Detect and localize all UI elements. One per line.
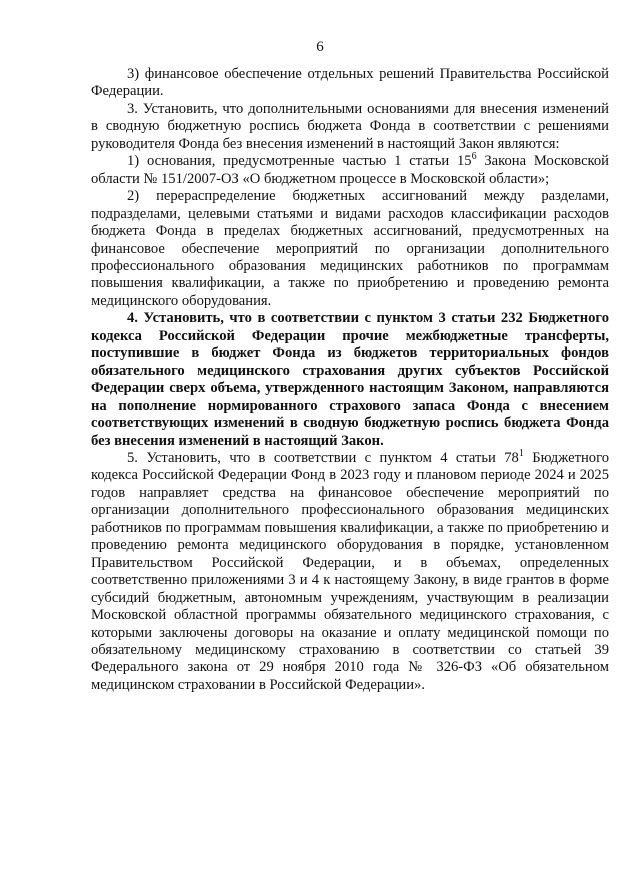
paragraph-text-part: 1) основания, предусмотренные частью 1 статьи 15 xyxy=(127,153,472,170)
paragraph-item-2-reallocation: 2) перераспределение бюджетных ассигнований между разделами, подразделами, целевыми статьями и видами расходов классификации расходов бюджета Фонда в пределах бюджетных ассигнований, предусмотренных на финансовое обеспечение мероприятий по организации дополнительного профессионального образования медицинских работников по программам повышения квалификации, а также по приобретению и проведению ремонта медицинского оборудования. xyxy=(91,188,609,309)
paragraph-text-part: 5. Установить, что в соответствии с пунктом 4 статьи 78 xyxy=(127,449,519,466)
paragraph-text-part: Бюджетного кодекса Российской Федерации Фонд в 2023 году и плановом периоде 2024 и 2025 годов направляет средства на финансовое обеспечение мероприятий по организации дополнительного профессионального образования медицинских работников по программам повышения квалификации, а также по приобретению и проведению ремонта медицинского оборудования в порядке, установленном Правительством Российской Федерации, и в объемах, определенных соответственно приложениями 3 и 4 к настоящему Закону, в виде грантов в форме субсидий бюджетным, автономным учреждениям, участвующим в реализации Московской областной программы обязательного медицинского страхования, с которыми заключены договоры на оказание и оплату медицинской помощи по обязательному медицинскому страхованию в соответствии со статьей 39 Федерального закона от 29 ноября 2010 года № 326-ФЗ «Об обязательном медицинском страховании в Российской Федерации». xyxy=(91,449,609,693)
paragraph-item-1-grounds xyxy=(91,153,609,188)
page-number: 6 xyxy=(316,39,324,55)
paragraph-item-3-financing: 3) финансовое обеспечение отдельных решений Правительства Российской Федерации. xyxy=(91,66,609,100)
paragraph-section-3: 3. Установить, что дополнительными основаниями для внесения изменений в сводную бюджетную роспись бюджета Фонда в соответствии с решениями руководителя Фонда без внесения изменений в настоящий Закон являются: xyxy=(91,100,609,152)
document-body xyxy=(91,66,609,694)
superscript-number: 1 xyxy=(518,448,524,460)
paragraph-text-part: Закона Московской области № 151/2007-ОЗ «О бюджетном процессе в Московской области»; xyxy=(91,153,609,187)
superscript-number: 6 xyxy=(471,151,477,163)
paragraph-section-5 xyxy=(91,450,609,694)
paragraph-section-4: 4. Установить, что в соответствии с пунктом 3 статьи 232 Бюджетного кодекса Российской Федерации прочие межбюджетные трансферты, поступившие в бюджет Фонда из бюджетов территориальных фондов обязательного медицинского страхования других субъектов Российской Федерации сверх объема, утвержденного настоящим Законом, направляются на пополнение нормированного страхового запаса Фонда с внесением соответствующих изменений в сводную бюджетную роспись бюджета Фонда без внесения изменений в настоящий Закон. xyxy=(91,310,609,449)
